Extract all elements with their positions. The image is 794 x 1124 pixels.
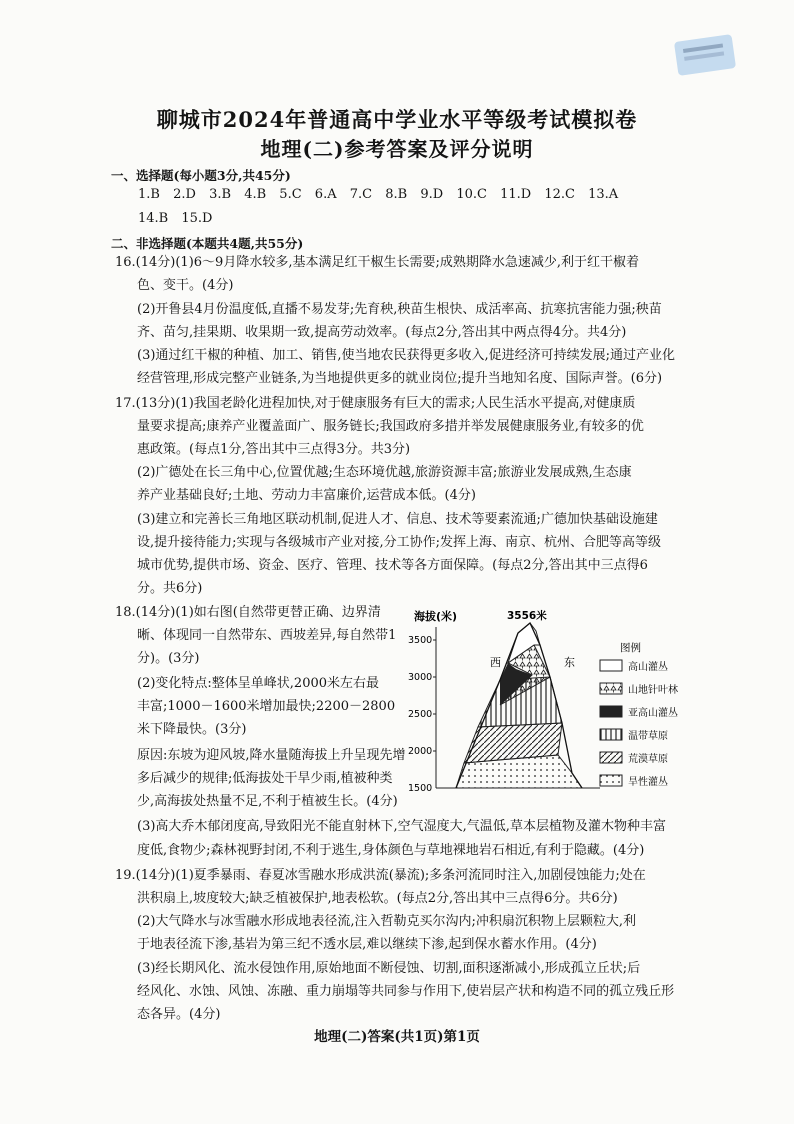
y-tick-label: 3500 [408,635,433,646]
q18-line: (2)变化特点:整体呈单峰状,2000米左右最 [137,676,380,691]
answer-item: 15.D [181,211,213,226]
q19-line: 于地表径流下渗,基岩为第三纪不透水层,难以继续下渗,起到保水蓄水作用。(4分) [137,937,597,952]
q18-line: 18.(14分)(1)如右图(自然带更替正确、边界清 [115,605,381,620]
answer-item: 5.C [279,187,302,202]
q17-line: 城市优势,提供市场、资金、医疗、管理、技术等各方面保障。(每点2分,答出其中三点得6 [137,558,648,573]
answer-item: 4.B [244,187,267,202]
legend-label: 荒漠草原 [628,754,668,765]
legend-swatch [600,752,622,763]
legend-swatch [600,683,622,694]
y-tick-label: 2500 [408,709,433,720]
legend-label: 亚高山灌丛 [628,708,678,719]
diagram-ylabel: 海拔(米) [414,610,458,623]
q16-line: (3)通过红干椒的种植、加工、销售,使当地农民获得更多收入,促进经济可持续发展;通过产业化 [137,348,676,363]
q19-line: (3)经长期风化、流水侵蚀作用,原始地面不断侵蚀、切割,面积逐渐减小,形成孤立丘状;后 [137,961,641,976]
legend-swatch [600,706,622,717]
legend-label: 旱性灌丛 [628,777,668,788]
section1-heading: 一、选择题(每小题3分,共45分) [111,168,291,183]
y-tick-label: 2000 [408,746,433,757]
legend-label: 山地针叶林 [628,685,678,696]
q19-line: 态各异。(4分) [137,1007,221,1022]
q19-line: 19.(14分)(1)夏季暴雨、春夏冰雪融水形成洪流(暴流);多条河流同时注入,加剧侵蚀能力;处在 [115,868,646,883]
answer-item: 12.C [544,187,575,202]
answer-item: 6.A [314,187,337,202]
section2-heading: 二、非选择题(本题共4题,共55分) [111,236,304,251]
legend-title: 图例 [620,642,641,654]
answer-item: 1.B [138,187,160,202]
answer-item: 7.C [349,187,373,202]
q18-line: 少,高海拔处热量不足,不利于植被生长。(4分) [137,794,398,809]
legend-swatch [600,775,622,786]
q18-line: 度低,食物少;森林视野封闭,不利于逃生,身体颜色与草地裸地岩石相近,有利于隐藏。(4分) [137,843,645,858]
q19-line: (2)大气降水与冰雪融水形成地表径流,注入哲勒克买尔沟内;冲积扇沉积物上层颗粒大,利 [137,914,637,929]
q18-line: 晰、体现同一自然带东、西坡差异,每自然带1 [137,628,397,643]
q18-line: 多后减少的规律;低海拔处干旱少雨,植被种类 [137,771,393,786]
q16-line: 齐、苗匀,挂果期、收果期一致,提高劳动效率。(每点2分,答出其中两点得4分。共4分) [137,325,627,340]
q18-line: (3)高大乔木郁闭度高,导致阳光不能直射林下,空气湿度大,气温低,草本层植物及灌木物种丰富 [137,819,666,834]
q17-line: 17.(13分)(1)我国老龄化进程加快,对于健康服务有巨大的需求;人民生活水平提高,对健康质 [115,396,636,411]
page-subtitle: 地理(二)参考答案及评分说明 [260,137,534,161]
q17-line: (3)建立和完善长三角地区联动机制,促进人才、信息、技术等要素流通;广德加快基础设施建 [137,512,658,527]
q18-line: 米下降最快。(3分) [137,722,247,737]
q16-line: 16.(14分)(1)6～9月降水较多,基本满足红干椒生长需要;成熟期降水急速减少,利于红干椒着 [115,255,639,270]
answer-item: 14.B [138,211,169,226]
q16-line: 经营管理,形成完整产业链条,为当地提供更多的就业岗位;提升当地知名度、国际声誉。(6分) [137,371,663,386]
q17-line: 惠政策。(每点1分,答出其中三点得3分。共3分) [137,442,411,457]
q18-line: 原因:东坡为迎风坡,降水量随海拔上升呈现先增 [137,748,406,763]
answer-item: 8.B [385,187,408,202]
answer-item: 3.B [209,187,232,202]
corner-stamp-image [674,34,736,76]
legend-label: 高山灌丛 [628,662,668,673]
east-slope-label: 东 [564,656,575,669]
q16-line: 色、变干。(4分) [137,278,234,293]
answer-item: 11.D [500,187,532,202]
answers-row-2 [138,211,221,226]
west-slope-label: 西 [490,656,501,669]
legend-swatch [600,660,622,671]
answer-item: 2.D [173,187,196,202]
answer-item: 13.A [588,187,619,202]
legend-label: 温带草原 [628,731,668,742]
vegetation-zone-diagram [400,605,700,795]
q17-line: 量要求提高;康养产业覆盖面广、服务链长;我国政府多措并举发展健康服务业,有较多的优 [137,419,644,434]
q17-line: 养产业基础良好;土地、劳动力丰富廉价,运营成本低。(4分) [137,488,476,503]
page-title: 聊城市2024年普通高中学业水平等级考试模拟卷 [156,107,638,132]
q17-line: 设,提升接待能力;实现与各级城市产业对接,分工协作;发挥上海、南京、杭州、合肥等高等级 [137,535,662,550]
answer-item: 9.D [420,187,444,202]
q18-line: 分)。(3分) [137,651,200,666]
answers-row-1 [138,187,627,202]
answer-item: 10.C [456,187,487,202]
q19-line: 洪积扇上,坡度较大;缺乏植被保护,地表松软。(每点2分,答出其中三点得6分。共6分) [137,891,618,906]
q17-line: (2)广德处在长三角中心,位置优越;生态环境优越,旅游资源丰富;旅游业发展成熟,生态康 [137,465,632,480]
y-tick-label: 1500 [408,783,433,794]
page-footer: 地理(二)答案(共1页)第1页 [314,1029,480,1045]
y-tick-label: 3000 [408,672,433,683]
q17-line: 分。共6分) [137,581,203,596]
q16-line: (2)开鲁县4月份温度低,直播不易发芽;先育秧,秧苗生根快、成活率高、抗寒抗害能力强;秧苗 [137,302,662,317]
q19-line: 经风化、水蚀、风蚀、冻融、重力崩塌等共同参与作用下,使岩层产状和构造不同的孤立残丘形 [137,984,675,999]
legend-swatch [600,729,622,740]
peak-label: 3556米 [507,610,547,622]
q18-line: 丰富;1000－1600米增加最快;2200－2800 [137,699,396,714]
